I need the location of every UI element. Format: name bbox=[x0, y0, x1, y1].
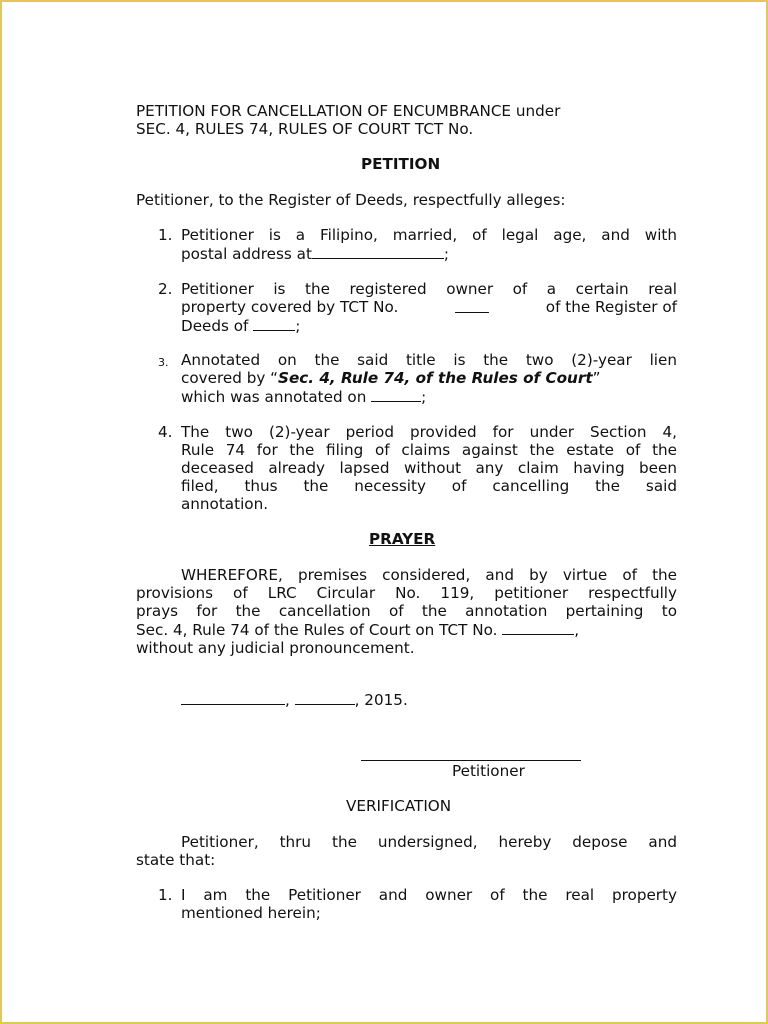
rule-citation: Sec. 4, Rule 74, of the Rules of Court bbox=[278, 369, 593, 387]
prayer-line: WHEREFORE, premises considered, and by virtue of the bbox=[181, 566, 677, 584]
item-line: The two (2)-year period provided for under Section 4, bbox=[181, 423, 677, 441]
document-title: PETITION bbox=[361, 155, 441, 173]
verification-title: VERIFICATION bbox=[346, 797, 452, 815]
verification-paragraph bbox=[136, 833, 677, 869]
item-number: 1. bbox=[158, 226, 173, 244]
item-line: Petitioner is the registered owner of a certain real bbox=[181, 280, 677, 298]
item-line: Rule 74 for the filing of claims against the estate of the bbox=[181, 441, 677, 459]
prayer-title: PRAYER bbox=[369, 530, 436, 548]
header-line-2: SEC. 4, RULES 74, RULES OF COURT TCT No. bbox=[136, 120, 474, 138]
item-line: covered by “Sec. 4, Rule 74, of the Rules of Court” bbox=[181, 369, 601, 387]
verification-line: Petitioner, thru the undersigned, hereby depose and bbox=[181, 833, 677, 851]
signature-label: Petitioner bbox=[452, 762, 525, 780]
item-line: mentioned herein; bbox=[181, 904, 321, 922]
verification-line: state that: bbox=[136, 851, 216, 869]
list-item bbox=[136, 351, 677, 406]
item-line: property covered by TCT No. of the Register of bbox=[181, 298, 677, 316]
list-item bbox=[136, 423, 677, 513]
document-header bbox=[136, 102, 560, 138]
blank-line bbox=[295, 690, 355, 705]
item-number: 2. bbox=[158, 280, 173, 298]
prayer-line: without any judicial pronouncement. bbox=[136, 639, 415, 657]
list-item bbox=[136, 886, 677, 922]
prayer-line: provisions of LRC Circular No. 119, petitioner respectfully bbox=[136, 584, 677, 602]
blank-line bbox=[371, 387, 421, 402]
intro-paragraph: Petitioner, to the Register of Deeds, respectfully alleges: bbox=[136, 191, 566, 209]
item-line: Petitioner is a Filipino, married, of legal age, and with bbox=[181, 226, 677, 244]
item-line: I am the Petitioner and owner of the real property bbox=[181, 886, 677, 904]
prayer-paragraph bbox=[136, 566, 677, 657]
header-line-1: PETITION FOR CANCELLATION OF ENCUMBRANCE under bbox=[136, 102, 561, 120]
item-line: which was annotated on ; bbox=[181, 388, 427, 406]
item-line: annotation. bbox=[181, 495, 269, 513]
prayer-line: prays for the cancellation of the annotation pertaining to bbox=[136, 602, 677, 620]
blank-line bbox=[312, 244, 444, 259]
prayer-line: Sec. 4, Rule 74 of the Rules of Court on TCT No. , bbox=[136, 621, 580, 639]
item-line: deceased already lapsed without any claim having been bbox=[181, 459, 677, 477]
item-number: 3. bbox=[158, 356, 169, 369]
blank-line bbox=[502, 620, 574, 635]
signature-line bbox=[361, 760, 581, 761]
blank-line bbox=[455, 298, 489, 313]
item-line: Deeds of ; bbox=[181, 317, 301, 335]
list-item bbox=[136, 280, 677, 335]
item-number: 1. bbox=[158, 886, 173, 904]
date-line: , , 2015. bbox=[181, 690, 408, 709]
blank-line bbox=[253, 316, 295, 331]
item-line: Annotated on the said title is the two (2)-year lien bbox=[181, 351, 677, 369]
item-line: filed, thus the necessity of cancelling the said bbox=[181, 477, 677, 495]
blank-line bbox=[181, 690, 285, 705]
item-number: 4. bbox=[158, 423, 173, 441]
list-item bbox=[136, 226, 677, 263]
item-line: postal address at ; bbox=[181, 245, 450, 263]
